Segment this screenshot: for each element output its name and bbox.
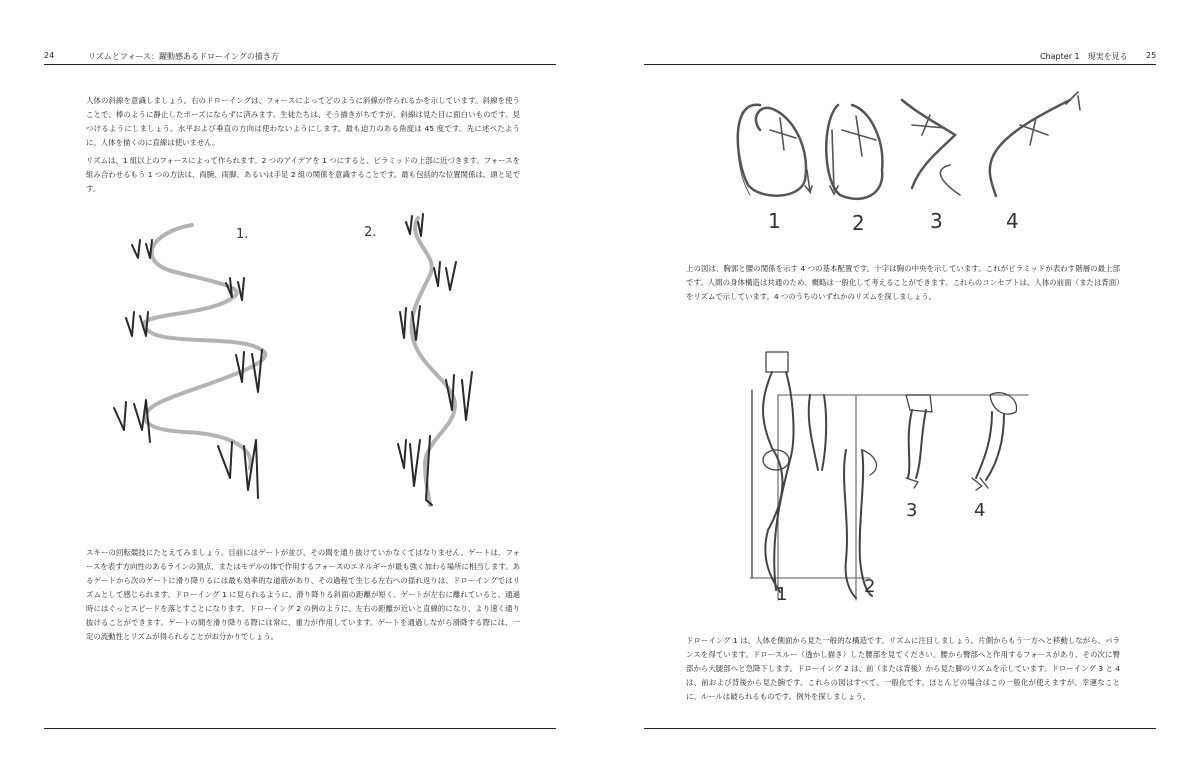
leg-figure-label-2: 2	[864, 576, 876, 597]
right-page-number: 25	[1146, 51, 1157, 60]
top-figure-label-4: 4	[1006, 209, 1019, 233]
top-figure-label-2: 2	[852, 211, 865, 235]
right-paragraph-2: ドローイング 1 は、人体を側面から見た一般的な構造です。リズムに注目しましょう。片側からもう一方へと移動しながら、バランスを得ています。ドロースルー（透かし描き）した腰部を見てください。腰から臀部へと作用するフォースがあり、その次に臀部から大腿部へと急降下します。ドローイング 2 は、前（または背後）から見た脚のリズムを示しています。ドローイング 3 と 4 は、前および背後から見た腕です。これらの図はすべて、一般化です。ほとんどの場合はこの一般化が使えますが、幸運なことに、ルールは破られるものです。例外を探しましょう。	[686, 636, 1120, 701]
right-footer-rule	[644, 728, 1156, 729]
arm-figure-label-3: 3	[906, 500, 918, 521]
gate-marks-2	[398, 214, 472, 505]
left-page-number: 24	[44, 51, 55, 60]
figure-label-2: 2.	[364, 225, 377, 240]
left-intro-paragraph-1: 人体の斜線を意識しましょう。右のドローイングは、フォースによってどのように斜線が作られるかを示しています。斜線を使うことで、棒のように静止したポーズにならずに済みます。生徒たちは、そう描きがちですが、斜線は見た目に面白いものです。見つけるようにしましょう。水平および垂直の方向は使わないようにします。最も迫力のある角度は 45 度です。先に述べたように、人体を描くのに直線は使いません。	[86, 96, 520, 147]
top-figure-label-3: 3	[930, 209, 943, 233]
top-figure-label-1: 1	[768, 209, 781, 233]
right-chapter-label: Chapter 1 現実を見る	[1040, 52, 1128, 61]
right-page	[600, 0, 1200, 768]
left-intro-paragraph-2: リズムは、1 組以上のフォースによって作られます。2 つのアイデアを 1 つにすると、ピラミッドの上部に近づきます。フォースを組み合わせるもう 1 つの方法は、両腕、両脚、あるいは手足 2 組の関係を意識することです。最も包括的な位置関係は、頭と足です。	[86, 156, 520, 193]
leg-figure-label-1: 1	[776, 584, 788, 605]
right-paragraph-1: 上の図は、胸郭と腰の関係を示す 4 つの基本配置です。十字は胸の中央を示しています。これがピラミッドが表わす階層の最上部です。人間の身体構造は共通のため、概略は一般化して考えることができます。これらのコンセプトは、人体の前面（または背面）をリズムで示しています。4 つのうちのいずれかのリズムを探しましょう。	[686, 264, 1120, 301]
rhythm-path-1	[144, 225, 266, 468]
left-footer-rule	[44, 728, 556, 729]
left-ski-paragraph: スキーの回転競技にたとえてみましょう。目前にはゲートが並び、その間を通り抜けていかなくてはなりません。ゲートは、フォースを表す方向性のあるラインの頂点、またはモデルの体で作用するフォースのエネルギーが最も強く加わる場所に相当します。あるゲートから次のゲートに滑り降りるには最も効率的な道筋があり、その過程で生じる左右への揺れ返りは、ドローイングではリズムとして感じられます。ドローイング 1 に見られるように、滑り降りる斜面の距離が短く、ゲートが左右に離れていると、通過時にはぐっとスピードを落とすことになります。ドローイング 2 の例のように、左右の距離が近いと直線的になり、より速く通り抜けることができます。ゲートの間を滑り降りる際には常に、重力が作用しています。ゲートを通過しながら滑降する際には、一定の流動性とリズムが得られることがお分かりでしょう。	[86, 548, 520, 641]
left-running-title: リズムとフォース：躍動感あるドローイングの描き方	[88, 52, 279, 61]
arm-figure-label-4: 4	[974, 500, 986, 521]
figure-label-1: 1.	[236, 227, 249, 242]
gate-marks-1	[114, 240, 262, 498]
